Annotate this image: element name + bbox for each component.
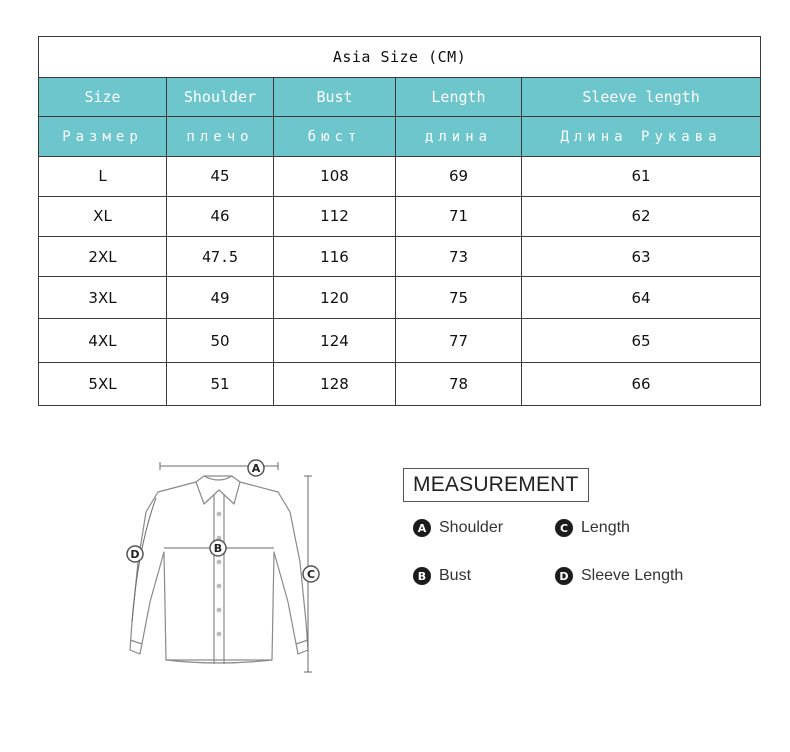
legend-item-sleeve-length (555, 567, 683, 585)
table-row (39, 237, 761, 277)
shirt-buttons (217, 512, 222, 637)
header-sleeve-length-ru: Длина Рукава (522, 117, 761, 156)
legend-label: Shoulder (439, 519, 504, 536)
size-cell: 2XL (39, 237, 167, 277)
length-cell: 69 (396, 156, 522, 196)
length-cell: 71 (396, 196, 522, 236)
header-bust: Bust (274, 78, 396, 117)
letter-b-badge: B (413, 567, 431, 585)
length-cell: 73 (396, 237, 522, 277)
svg-text:B: B (213, 542, 223, 555)
shoulder-cell: 47.5 (167, 237, 274, 277)
shoulder-cell: 51 (167, 362, 274, 405)
header-row-russian (39, 117, 761, 156)
sleeve-cell: 63 (522, 237, 761, 277)
sleeve-cell: 64 (522, 277, 761, 319)
bust-cell: 112 (274, 196, 396, 236)
marker-c (303, 566, 319, 582)
sleeve-cell: 65 (522, 319, 761, 362)
letter-a-badge: A (413, 519, 431, 537)
sleeve-cell: 66 (522, 362, 761, 405)
shirt-diagram (118, 452, 338, 682)
legend-title: MEASUREMENT (403, 468, 589, 502)
size-cell: L (39, 156, 167, 196)
shoulder-cell: 45 (167, 156, 274, 196)
shoulder-cell: 49 (167, 277, 274, 319)
legend-item-shoulder (413, 519, 503, 537)
header-size-ru: Размер (39, 117, 167, 156)
legend-item-bust (413, 567, 471, 585)
legend-label: Length (581, 519, 630, 536)
bust-cell: 116 (274, 237, 396, 277)
size-table (38, 36, 761, 406)
length-cell: 75 (396, 277, 522, 319)
table-row (39, 156, 761, 196)
bust-cell: 128 (274, 362, 396, 405)
table-row (39, 196, 761, 236)
legend-label: Sleeve Length (581, 567, 684, 584)
table-title: Asia Size (CM) (39, 37, 761, 78)
header-row-english (39, 78, 761, 117)
bust-cell: 120 (274, 277, 396, 319)
svg-text:A: A (251, 462, 261, 475)
size-cell: 5XL (39, 362, 167, 405)
length-cell: 77 (396, 319, 522, 362)
sleeve-cell: 62 (522, 196, 761, 236)
legend-label: Bust (439, 567, 472, 584)
table-row (39, 362, 761, 405)
table-row (39, 319, 761, 362)
header-shoulder: Shoulder (167, 78, 274, 117)
header-length-ru: длина (396, 117, 522, 156)
svg-text:D: D (130, 548, 140, 561)
size-cell: 4XL (39, 319, 167, 362)
svg-text:C: C (306, 568, 316, 581)
header-size: Size (39, 78, 167, 117)
size-cell: 3XL (39, 277, 167, 319)
sleeve-cell: 61 (522, 156, 761, 196)
length-cell: 78 (396, 362, 522, 405)
header-shoulder-ru: плечо (167, 117, 274, 156)
shoulder-cell: 46 (167, 196, 274, 236)
marker-b (210, 540, 226, 556)
shoulder-cell: 50 (167, 319, 274, 362)
size-cell: XL (39, 196, 167, 236)
letter-c-badge: C (555, 519, 573, 537)
bust-cell: 108 (274, 156, 396, 196)
header-length: Length (396, 78, 522, 117)
table-row (39, 277, 761, 319)
measurement-legend (403, 468, 733, 608)
bust-cell: 124 (274, 319, 396, 362)
legend-item-length (555, 519, 630, 537)
header-sleeve-length: Sleeve length (522, 78, 761, 117)
marker-d (127, 546, 143, 562)
letter-d-badge: D (555, 567, 573, 585)
marker-a (248, 460, 264, 476)
header-bust-ru: бюст (274, 117, 396, 156)
